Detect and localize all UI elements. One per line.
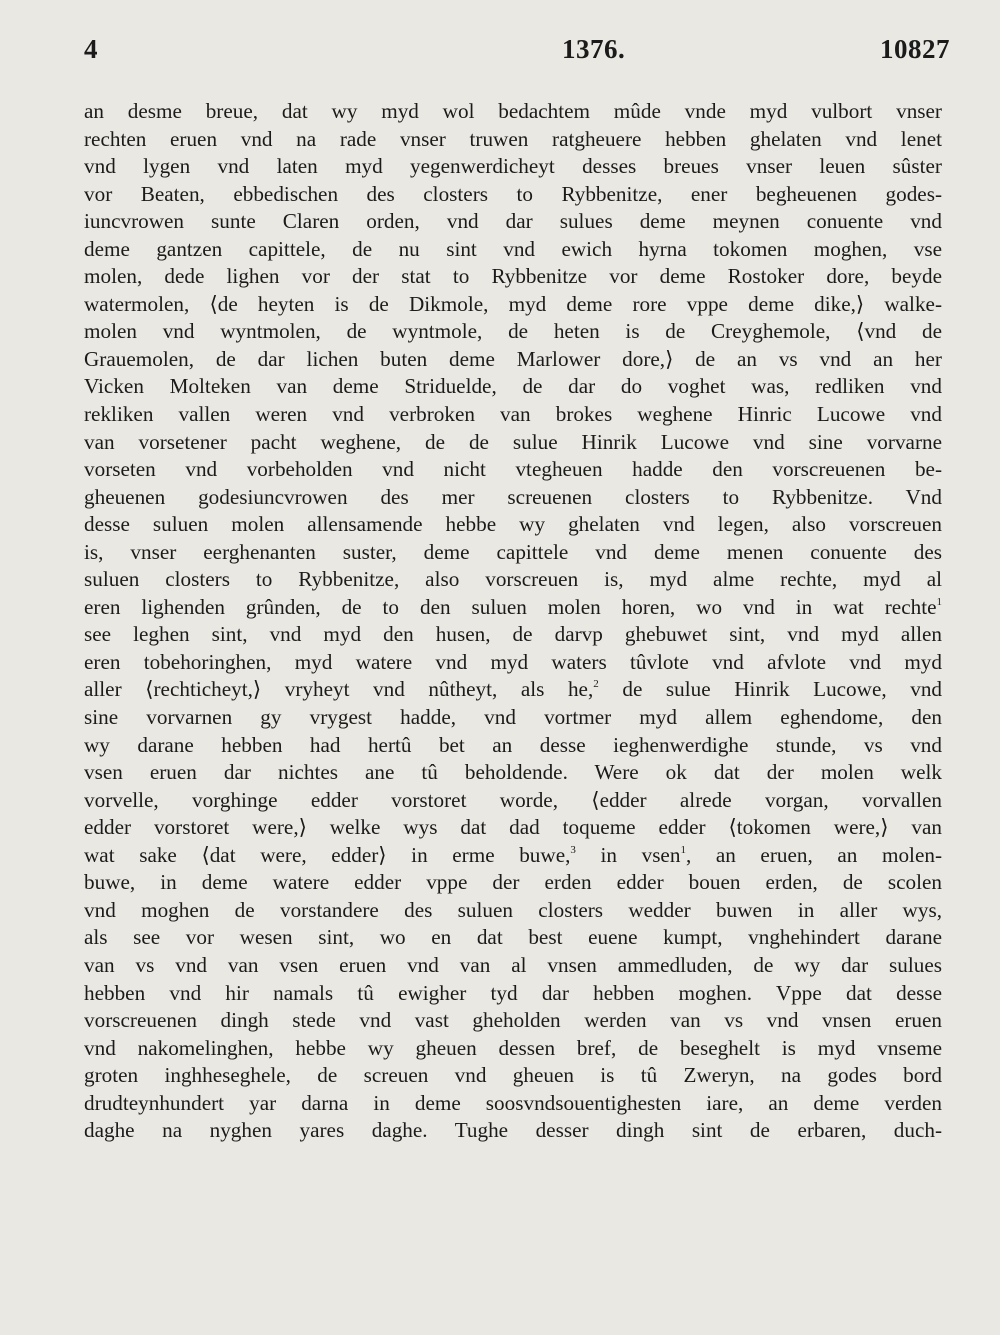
text-line: deme gantzen capittele, de nu sint vnd ewich hyrna tokomen moghen, vse xyxy=(84,236,942,261)
text-line: van vs vnd van vsen eruen vnd van al vnsen ammedluden, de wy dar sulues xyxy=(84,952,942,977)
text-line: vnd nakomelinghen, hebbe wy gheuen dessen bref, de beseghelt is myd vnseme xyxy=(84,1035,942,1060)
page-number: 4 xyxy=(84,34,98,64)
text-line: Vicken Molteken van deme Striduelde, de dar do voghet was, redliken vnd xyxy=(84,374,942,399)
text-line-with-footnote xyxy=(84,594,942,622)
text-line: Grauemolen, de dar lichen buten deme Marlower dore,⟩ de an vs vnd an her xyxy=(84,346,942,371)
text-line: vorseten vnd vorbeholden vnd nicht vtegheuen hadde den vorscreuenen be- xyxy=(84,457,942,482)
text-line: rekliken vallen weren vnd verbroken van brokes weghene Hinric Lucowe vnd xyxy=(84,402,942,427)
footnote-marker: 3 xyxy=(570,843,576,856)
text-line: an desme breue, dat wy myd wol bedachtem mûde vnde myd vulbort vnser xyxy=(84,99,942,123)
text-line: vorscreuenen dingh stede vnd vast gheholden werden van vs vnd vnsen eruen xyxy=(84,1008,942,1033)
line-text: wat sake ⟨dat were, edder⟩ in erme buwe, xyxy=(84,842,571,867)
text-line: vsen eruen dar nichtes ane tû beholdende. Were ok dat der molen welk xyxy=(84,760,942,785)
text-line: iuncvrowen sunte Claren orden, vnd dar sulues deme meynen conuente vnd xyxy=(84,209,942,234)
text-line: molen, dede lighen vor der stat to Rybbenitze vor deme Rostoker dore, beyde xyxy=(84,264,942,289)
document-number: 10827 xyxy=(880,34,950,64)
text-line: buwe, in deme watere edder vppe der erden edder bouen erden, de scolen xyxy=(84,870,942,895)
text-line: daghe na nyghen yares daghe. Tughe desser dingh sint de erbaren, duch- xyxy=(84,1118,942,1143)
text-line: vnd lygen vnd laten myd yegenwerdicheyt desses breues vnser leuen sûster xyxy=(84,154,942,179)
text-line: gheuenen godesiuncvrowen des mer screuenen closters to Rybbenitze. Vnd xyxy=(84,484,942,509)
text-line: is, vnser eerghenanten suster, deme capittele vnd deme menen conuente des xyxy=(84,539,942,564)
text-line: als see vor wesen sint, wo en dat best euene kumpt, vnghehindert darane xyxy=(84,925,942,950)
text-line: vnd moghen de vorstandere des suluen closters wedder buwen in aller wys, xyxy=(84,897,942,922)
text-line: desse suluen molen allensamende hebbe wy ghelaten vnd legen, also vorscreuen xyxy=(84,512,942,537)
footnote-marker: 2 xyxy=(593,678,599,691)
charter-text xyxy=(84,98,942,1145)
page-header xyxy=(84,34,950,74)
line-text: , an eruen, an molen- xyxy=(685,842,942,867)
text-line: groten inghheseghele, de screuen vnd gheuen is tû Zweryn, na godes bord xyxy=(84,1063,942,1088)
line-text: de sulue Hinrik Lucowe, vnd xyxy=(622,677,942,702)
text-line: eren tobehoringhen, myd watere vnd myd waters tûvlote vnd afvlote vnd myd xyxy=(84,649,942,674)
text-line-with-footnote xyxy=(84,676,942,704)
line-text: aller ⟨rechticheyt,⟩ vryheyt vnd nûtheyt, als he, xyxy=(84,677,594,702)
text-line: hebben vnd hir namals tû ewigher tyd dar hebben moghen. Vppe dat desse xyxy=(84,980,942,1005)
text-line: vor Beaten, ebbedischen des closters to Rybbenitze, ener begheuenen godes- xyxy=(84,181,942,206)
text-line: rechten eruen vnd na rade vnser truwen ratgheuere hebben ghelaten vnd lenet xyxy=(84,126,942,151)
text-line: wy darane hebben had hertû bet an desse ieghenwerdighe stunde, vs vnd xyxy=(84,732,942,757)
document-year: 1376. xyxy=(562,34,626,64)
text-line: drudteynhundert yar darna in deme soosvndsouentighesten iare, an deme verden xyxy=(84,1090,942,1115)
line-text: in vsen xyxy=(600,842,681,867)
text-line: vorvelle, vorghinge edder vorstoret worde, ⟨edder alrede vorgan, vorvallen xyxy=(84,787,942,812)
text-line: edder vorstoret were,⟩ welke wys dat dad toqueme edder ⟨tokomen were,⟩ van xyxy=(84,815,942,840)
text-line: van vorsetener pacht weghene, de de sulue Hinrik Lucowe vnd sine vorvarne xyxy=(84,429,942,454)
text-line: molen vnd wyntmolen, de wyntmole, de heten is de Creyghemole, ⟨vnd de xyxy=(84,319,942,344)
text-line-with-footnote xyxy=(84,842,942,870)
line-text: eren lighenden grûnden, de to den suluen molen horen, wo vnd in wat rechte xyxy=(84,594,937,619)
footnote-marker: 1 xyxy=(936,595,942,608)
text-line: sine vorvarnen gy vrygest hadde, vnd vortmer myd allem eghendome, den xyxy=(84,705,942,730)
text-line: watermolen, ⟨de heyten is de Dikmole, myd deme rore vppe deme dike,⟩ walke- xyxy=(84,291,942,316)
text-line: see leghen sint, vnd myd den husen, de darvp ghebuwet sint, vnd myd allen xyxy=(84,622,942,647)
footnote-marker: 1 xyxy=(680,843,686,856)
text-line: suluen closters to Rybbenitze, also vorscreuen is, myd alme rechte, myd al xyxy=(84,567,942,592)
